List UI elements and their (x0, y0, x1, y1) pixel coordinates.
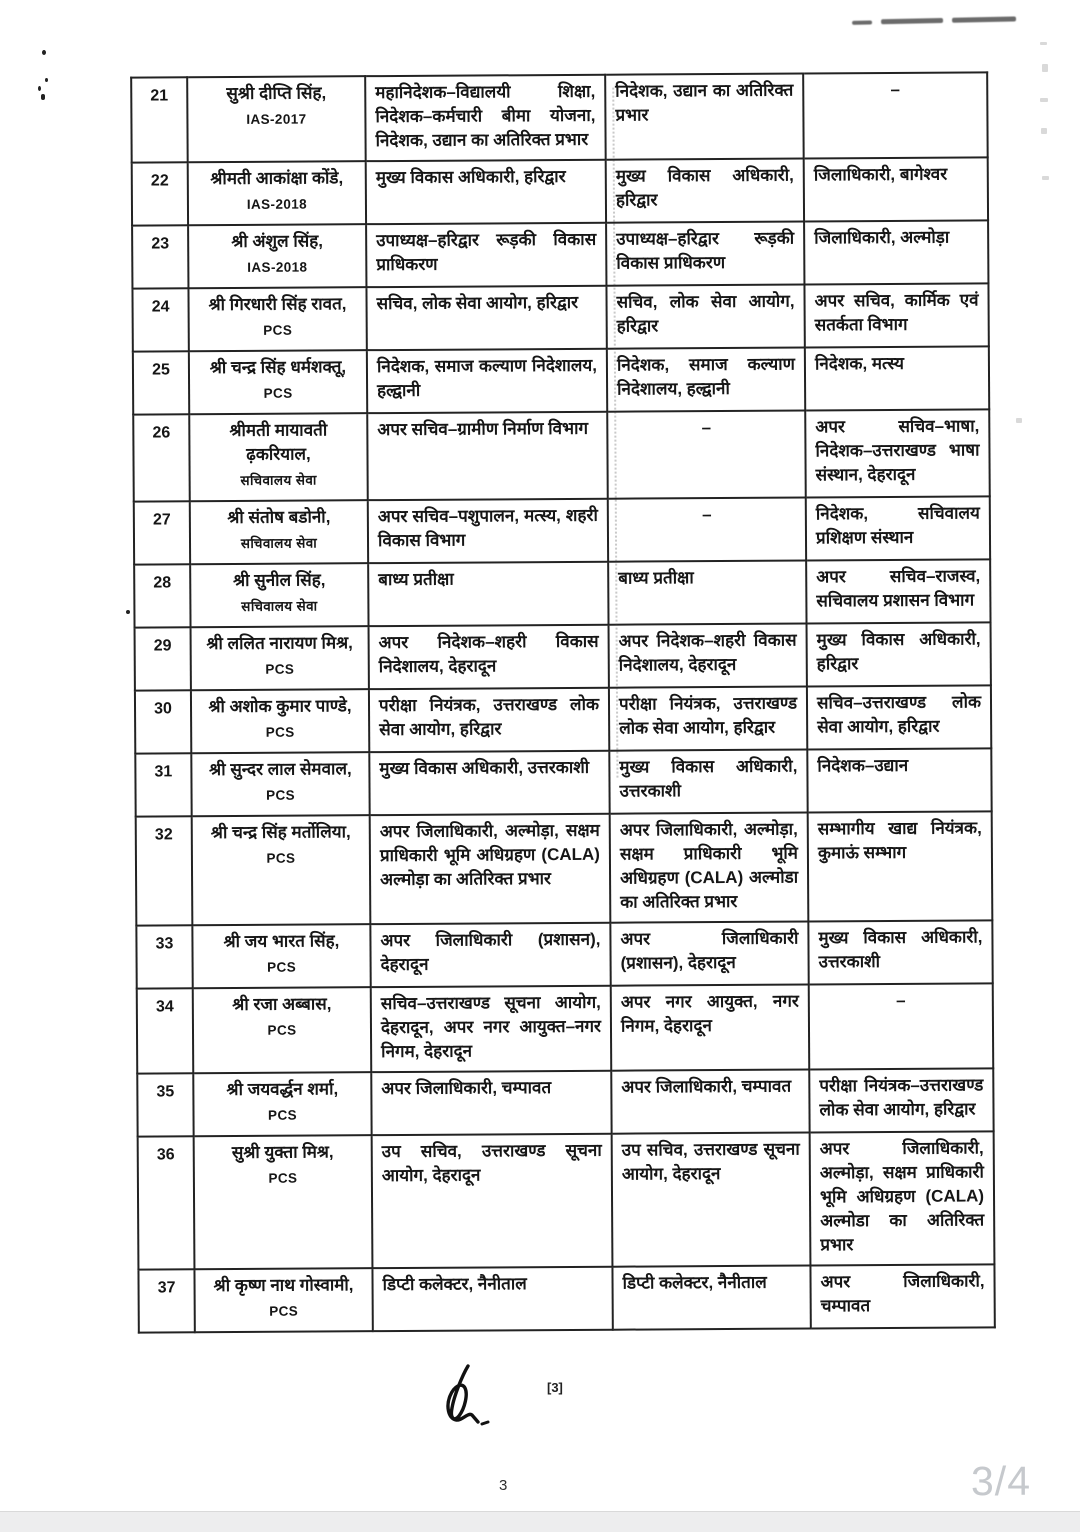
officer-name: श्री संतोष बडोनी, (227, 507, 331, 528)
posting-current-cell: अपर जिलाधिकारी, अल्मोड़ा, सक्षम प्राधिकारी भूमि अधिग्रहण (CALA) अल्मोडा का अतिरिक्त प्रभार (610, 813, 809, 923)
serial-number-cell: 32 (136, 816, 193, 925)
posting-held-cell: महानिदेशक–विद्यालयी शिक्षा, निदेशक–कर्मचारी बीमा योजना, निदेशक, उद्यान का अतिरिक्त प्रभार (365, 75, 606, 161)
posting-held-cell: मुख्य विकास अधिकारी, उत्तरकाशी (369, 751, 609, 815)
ink-speck (41, 94, 45, 100)
serial-number-cell: 29 (135, 627, 191, 690)
officer-name: श्री सुनील सिंह, (232, 570, 326, 591)
table-row (131, 72, 988, 162)
posting-current-cell: उप सचिव, उत्तराखण्ड सूचना आयोग, देहरादून (612, 1132, 811, 1266)
ink-speck (126, 610, 130, 614)
officer-name: श्री सुन्दर लाल सेमवाल, (209, 759, 352, 780)
pager-watermark: 3/4 (971, 1458, 1031, 1504)
new-posting-cell: निदेशक, सचिवालय प्रशिक्षण संस्थान (806, 496, 990, 560)
serial-number-cell: 31 (135, 753, 191, 816)
officer-name-cell (192, 924, 370, 988)
new-posting-cell: सम्भागीय खाद्य नियंत्रक, कुमाऊं सम्भाग (808, 811, 993, 921)
new-posting-cell: अपर सचिव–भाषा, निदेशक–उत्तराखण्ड भाषा संस्थान, देहरादून (805, 409, 990, 497)
officer-service: PCS (265, 724, 295, 740)
officer-name-cell (191, 626, 369, 690)
officer-service: PCS (263, 385, 293, 401)
serial-number-cell: 30 (135, 690, 191, 753)
new-posting-cell: अपर जिलाधिकारी, चम्पावत (810, 1264, 994, 1328)
serial-number-cell: 36 (138, 1136, 195, 1269)
officer-name: श्री चन्द्र सिंह धर्मशक्तू, (209, 357, 347, 378)
table-row (135, 748, 991, 816)
posting-current-cell: – (607, 411, 806, 499)
officer-service: सचिवालय सेवा (241, 598, 318, 614)
officer-name-cell (193, 987, 372, 1073)
new-posting-cell: अपर सचिव, कार्मिक एवं सतर्कता विभाग (804, 283, 988, 347)
officer-name-cell (188, 287, 366, 351)
scan-edge-tick (1042, 176, 1049, 180)
new-posting-cell: मुख्य विकास अधिकारी, हरिद्वार (807, 622, 991, 686)
officer-name: श्री जय भारत सिंह, (223, 931, 340, 952)
table-row (137, 983, 994, 1073)
officer-name: श्रीमती मायावती ढ़करियाल, (229, 420, 328, 464)
posting-held-cell: डिप्टी कलेक्टर, नैनीताल (372, 1267, 612, 1331)
serial-number-cell: 21 (131, 77, 188, 162)
serial-number-cell: 35 (137, 1073, 193, 1136)
serial-number-cell: 25 (133, 351, 189, 414)
table-row (138, 1264, 994, 1332)
posting-current-cell: बाध्य प्रतीक्षा (608, 561, 806, 625)
posting-held-cell: बाध्य प्रतीक्षा (368, 562, 608, 626)
table-row (137, 1068, 993, 1136)
officer-service: PCS (268, 1170, 298, 1186)
posting-held-cell: मुख्य विकास अधिकारी, हरिद्वार (366, 160, 606, 224)
serial-number-cell: 34 (137, 988, 194, 1073)
posting-held-cell: निदेशक, समाज कल्याण निदेशालय, हल्द्वानी (367, 349, 607, 413)
posting-current-cell: सचिव, लोक सेवा आयोग, हरिद्वार (606, 285, 804, 349)
officer-name: श्री रजा अब्बास, (232, 994, 332, 1015)
officer-name: श्री ललित नारायण मिश्र, (206, 633, 353, 654)
viewer-footer-bar (0, 1511, 1080, 1532)
officer-name: श्री चन्द्र सिंह मर्तोलिया, (210, 822, 351, 843)
scan-edge-tick (1040, 98, 1048, 102)
posting-held-cell: अपर सचिव–पशुपालन, मत्स्य, शहरी विकास विभाग (368, 499, 608, 563)
officer-name-cell (191, 752, 369, 816)
table-row (133, 346, 989, 414)
table-row (132, 283, 988, 351)
officer-name-cell (191, 689, 369, 753)
officer-name: श्री गिरधारी सिंह रावत, (208, 294, 347, 315)
serial-number-cell: 26 (133, 414, 190, 501)
officer-service: सचिवालय सेवा (240, 535, 318, 551)
serial-number-cell: 22 (132, 162, 188, 225)
posting-held-cell: अपर जिलाधिकारी, अल्मोड़ा, सक्षम प्राधिकारी भूमि अधिग्रहण (CALA) अल्मोड़ा का अतिरिक्त प्रभार (370, 814, 611, 924)
new-posting-cell: मुख्य विकास अधिकारी, उत्तरकाशी (808, 920, 992, 984)
posting-current-cell: उपाध्यक्ष–हरिद्वार रूड़की विकास प्राधिकरण (606, 222, 804, 286)
officer-service: IAS-2018 (246, 196, 308, 212)
officer-name-cell (192, 815, 371, 925)
table-row (132, 157, 988, 225)
ink-speck (42, 50, 46, 55)
posting-current-cell: परीक्षा नियंत्रक, उत्तराखण्ड लोक सेवा आयोग, हरिद्वार (609, 687, 807, 751)
table-row (134, 559, 990, 627)
posting-current-cell: मुख्य विकास अधिकारी, हरिद्वार (606, 159, 804, 223)
officer-postings-table (130, 71, 996, 1333)
scan-edge-tick (1041, 128, 1047, 134)
table-row (134, 496, 990, 564)
officer-name-cell (189, 350, 367, 414)
posting-held-cell: अपर निदेशक–शहरी विकास निदेशालय, देहरादून (369, 625, 609, 689)
officer-name: श्री अशोक कुमार पाण्डे, (208, 696, 352, 717)
officer-name-cell (188, 224, 366, 288)
table-row (133, 409, 990, 501)
serial-number-cell: 23 (132, 225, 188, 288)
new-posting-cell: सचिव–उत्तराखण्ड लोक सेवा आयोग, हरिद्वार (807, 685, 991, 749)
posting-held-cell: उपाध्यक्ष–हरिद्वार रूड़की विकास प्राधिकरण (366, 223, 606, 287)
officer-service: IAS-2018 (247, 259, 308, 275)
officer-name-cell (194, 1135, 373, 1269)
officer-service: सचिवालय सेवा (240, 472, 317, 488)
serial-number-cell: 37 (138, 1269, 194, 1332)
table-row (135, 685, 991, 753)
ink-speck (45, 78, 48, 82)
officer-name-cell (190, 500, 368, 564)
officer-name: श्री अंशुल सिंह, (231, 231, 324, 252)
officer-service: PCS (267, 1107, 298, 1123)
posting-held-cell: अपर जिलाधिकारी (प्रशासन), देहरादून (370, 923, 610, 987)
ink-speck (38, 86, 41, 91)
table-row (138, 1131, 995, 1269)
officer-name: श्री कृष्ण नाथ गोस्वामी, (213, 1275, 354, 1296)
officer-service: PCS (267, 959, 297, 975)
posting-held-cell: परीक्षा नियंत्रक, उत्तराखण्ड लोक सेवा आयोग, हरिद्वार (369, 688, 609, 752)
posting-current-cell: – (608, 498, 806, 562)
officer-name: सुश्री दीप्ति सिंह, (226, 83, 327, 104)
officer-name-cell (188, 161, 366, 225)
posting-held-cell: अपर जिलाधिकारी, चम्पावत (371, 1071, 611, 1135)
officer-service: PCS (266, 850, 296, 866)
posting-held-cell: अपर सचिव–ग्रामीण निर्माण विभाग (367, 412, 608, 500)
new-posting-cell: – (809, 983, 994, 1069)
table-row (136, 811, 993, 925)
officer-name: सुश्री युक्ता मिश्र, (231, 1142, 334, 1163)
footnote-marker: [3] (547, 1380, 563, 1395)
officer-name-cell (193, 1072, 371, 1136)
posting-held-cell: सचिव–उत्तराखण्ड सूचना आयोग, देहरादून, अपर नगर आयुक्त–नगर निगम, देहरादून (371, 986, 612, 1072)
new-posting-cell: – (803, 72, 988, 158)
officer-name-cell (190, 563, 368, 627)
officer-service: IAS-2017 (246, 111, 307, 127)
new-posting-cell: अपर सचिव–राजस्व, सचिवालय प्रशासन विभाग (806, 559, 990, 623)
new-posting-cell: जिलाधिकारी, अल्मोड़ा (804, 220, 988, 284)
posting-held-cell: सचिव, लोक सेवा आयोग, हरिद्वार (366, 286, 606, 350)
officer-name-cell (194, 1268, 372, 1332)
page-number: 3 (499, 1477, 508, 1494)
scan-edge-tick (1016, 418, 1022, 423)
new-posting-cell: निदेशक–उद्यान (807, 748, 991, 812)
table-row (132, 220, 988, 288)
posting-current-cell: अपर जिलाधिकारी, चम्पावत (611, 1069, 809, 1133)
new-posting-cell: अपर जिलाधिकारी, अल्मोड़ा, सक्षम प्राधिकारी भूमि अधिग्रहण (CALA) अल्मोडा का अतिरिक्त प्रभार (810, 1131, 995, 1265)
officer-name: श्रीमती आकांक्षा कोंडे, (210, 168, 344, 189)
posting-current-cell: निदेशक, समाज कल्याण निदेशालय, हल्द्वानी (607, 348, 805, 412)
new-posting-cell: जिलाधिकारी, बागेश्वर (804, 157, 988, 221)
posting-current-cell: अपर जिलाधिकारी (प्रशासन), देहरादून (610, 921, 808, 985)
scan-edge-tick (1042, 64, 1048, 72)
serial-number-cell: 28 (134, 564, 190, 627)
serial-number-cell: 24 (132, 288, 188, 351)
signature-mark (432, 1360, 512, 1432)
officer-service: PCS (269, 1303, 299, 1319)
new-posting-cell: निदेशक, मत्स्य (805, 346, 989, 410)
table-row (136, 920, 992, 988)
officer-name-cell (187, 76, 366, 162)
officer-service: PCS (263, 322, 293, 338)
officer-service: PCS (267, 1022, 297, 1038)
table-row (135, 622, 991, 690)
officer-service: PCS (266, 787, 296, 803)
serial-number-cell: 27 (134, 501, 190, 564)
posting-current-cell: अपर नगर आयुक्त, नगर निगम, देहरादून (611, 984, 810, 1070)
officer-name-cell (189, 413, 368, 501)
transfer-order-table (130, 71, 994, 1333)
posting-current-cell: निदेशक, उद्यान का अतिरिक्त प्रभार (605, 74, 804, 160)
posting-held-cell: उप सचिव, उत्तराखण्ड सूचना आयोग, देहरादून (372, 1134, 613, 1268)
new-posting-cell: परीक्षा नियंत्रक–उत्तराखण्ड लोक सेवा आयोग, हरिद्वार (809, 1068, 993, 1132)
scribbled-redaction (852, 10, 1030, 27)
officer-name: श्री जयवर्द्धन शर्मा, (226, 1079, 339, 1100)
officer-service: PCS (265, 661, 295, 677)
serial-number-cell: 33 (136, 925, 192, 988)
scan-edge-tick (1040, 42, 1047, 45)
posting-current-cell: डिप्टी कलेक्टर, नैनीताल (612, 1265, 810, 1329)
posting-current-cell: मुख्य विकास अधिकारी, उत्तरकाशी (609, 750, 807, 814)
posting-current-cell: अपर निदेशक–शहरी विकास निदेशालय, देहरादून (609, 624, 807, 688)
